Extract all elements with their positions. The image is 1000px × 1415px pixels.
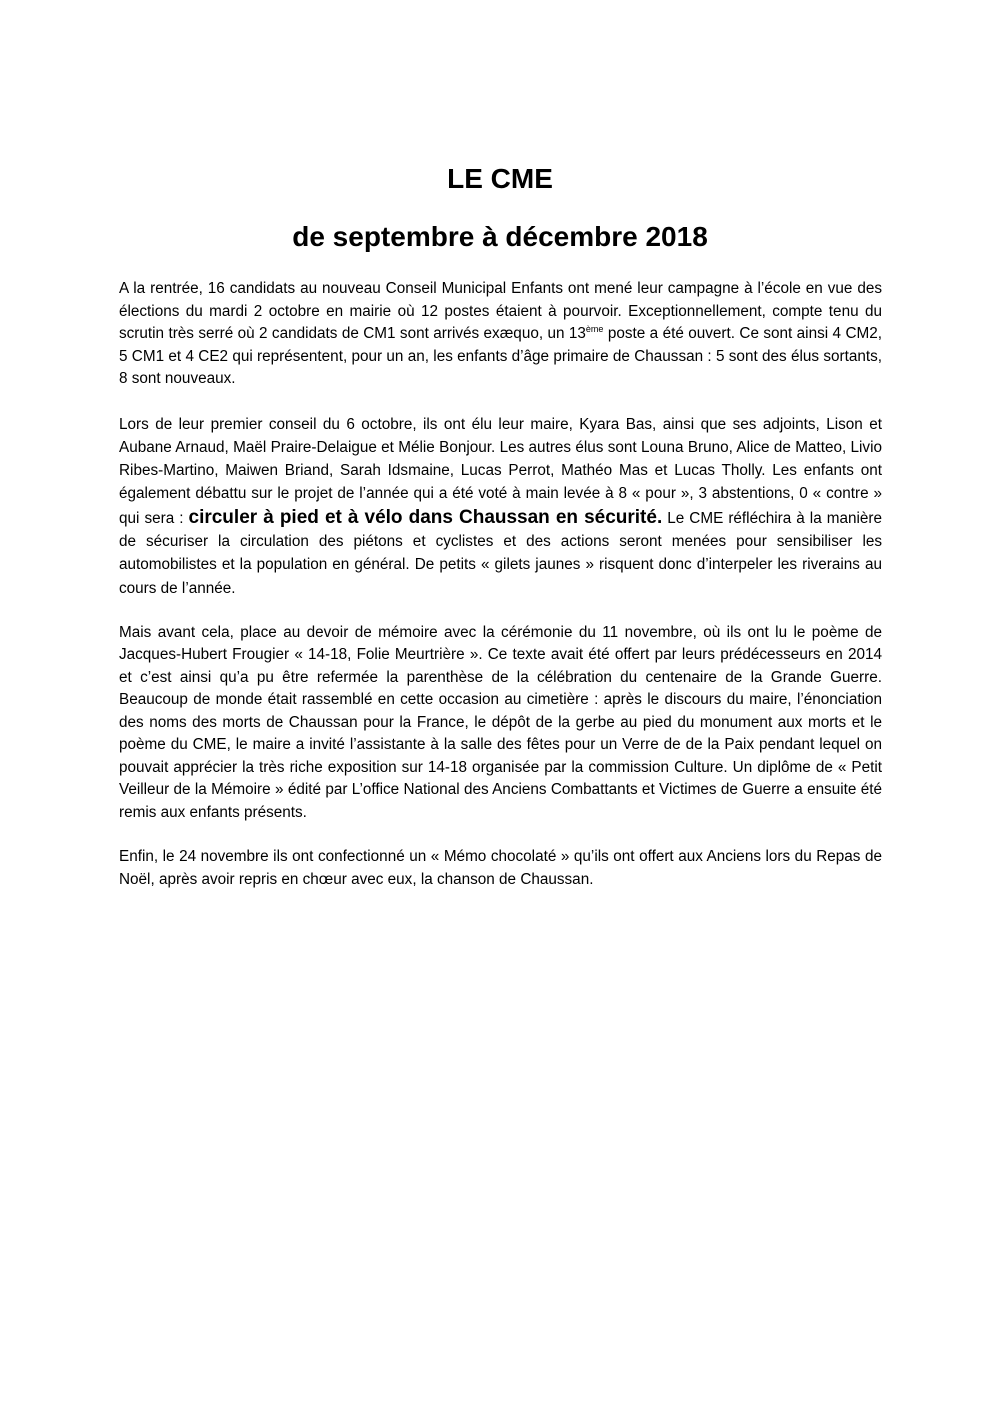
paragraph-christmas: Enfin, le 24 novembre ils ont confectionné un « Mémo chocolaté » qu’ils ont offert aux Anciens lors du Repas de Noël, après avoir repris en chœur avec eux, la chanson de Chaussan.: [119, 848, 882, 888]
document-body: [119, 278, 882, 913]
paragraph-remembrance: Mais avant cela, place au devoir de mémoire avec la cérémonie du 11 novembre, où ils ont lu le poème de Jacques-Hubert Frougier « 14-18, Folie Meurtrière ». Ce texte avait été offert par leurs prédécesseurs en 2014 et c’est ainsi qu’a pu être refermée la parenthèse de la célébration du centenaire de la Grande Guerre. Beaucoup de monde était rassemblé en cette occasion au cimetière : après le discours du maire, l’énonciation des noms des morts de Chaussan pour la France, le dépôt de la gerbe au pied du monument aux morts et le poème du CME, le maire a invité l’assistante à la salle des fêtes pour un Verre de de la Paix pendant lequel on pouvait apprécier la très riche exposition sur 14-18 organisée par la commission Culture. Un diplôme de « Petit Veilleur de la Mémoire » édité par L’office National des Anciens Combattants et Victimes de Guerre a ensuite été remis aux enfants présents.: [119, 623, 882, 821]
ordinal-superscript: ème: [585, 324, 604, 334]
paragraph-elections: [119, 278, 882, 391]
document-subtitle: de septembre à décembre 2018: [292, 221, 708, 252]
paragraph-elections-text-before: A la rentrée, 16 candidats au nouveau Conseil Municipal Enfants ont mené leur campagne à l’école en vue des élections du mardi 2 octobre en mairie où 12 postes étaient à pourvoir. Exceptionnellement, compte tenu du scrutin très serré où 2 candidats de CM1 sont arrivés exæquo, un 13: [119, 280, 882, 342]
paragraph-first-council: [119, 413, 882, 600]
paragraph-first-council-text-before: Lors de leur premier conseil du 6 octobre, ils ont élu leur maire, Kyara Bas, ainsi que ses adjoints, Lison et Aubane Arnaud, Maël Praire-Delaigue et Mélie Bonjour. Les autres élus sont Louna Bruno, Alice de Matteo, Livio Ribes-Martino, Maiwen Briand, Sarah Idsmaine, Lucas Perrot, Mathéo Mas et Lucas Tholly. Les enfants ont également débattu sur le projet de l’année qui a été voté à main levée à 8 « pour », 3 abstentions, 0 « contre » qui sera :: [119, 415, 882, 527]
project-highlight: circuler à pied et à vélo dans Chaussan en sécurité.: [188, 506, 663, 528]
document-title: LE CME: [447, 163, 553, 194]
paragraph-first-council-text-after: Le CME réfléchira à la manière de sécuriser la circulation des piétons et cyclistes et des actions seront menées pour sensibiliser les automobilistes et la population en général. De petits « gilets jaunes » risquent donc d’interpeler les riverains au cours de l’année.: [119, 509, 882, 597]
paragraph-elections-text-after: poste a été ouvert. Ce sont ainsi 4 CM2, 5 CM1 et 4 CE2 qui représentent, pour un an, les enfants d’âge primaire de Chaussan : 5 sont des élus sortants, 8 sont nouveaux.: [119, 325, 882, 387]
